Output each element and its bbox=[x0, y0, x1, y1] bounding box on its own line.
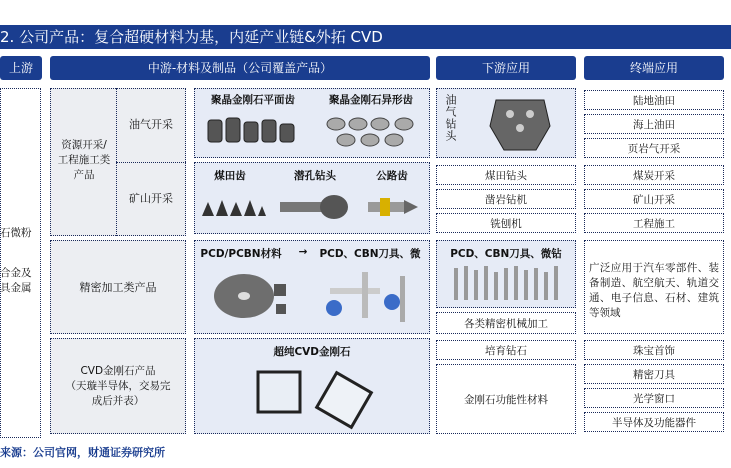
header-downstream: 下游应用 bbox=[436, 56, 576, 80]
downstream-tools-image bbox=[448, 262, 564, 304]
oil-label: 油气开采 bbox=[129, 117, 173, 131]
precision-machining-cell: 各类精密机械加工 bbox=[436, 312, 576, 334]
coal-teeth-caption: 煤田齿 bbox=[214, 170, 246, 182]
terminal-item: 精密刀具 bbox=[584, 364, 724, 384]
header-terminal: 终端应用 bbox=[584, 56, 724, 80]
milling-cell: 铣刨机 bbox=[436, 213, 576, 233]
mine-label: 矿山开采 bbox=[129, 191, 173, 205]
terminal-item: 陆地油田 bbox=[584, 90, 724, 110]
terminal-item: 煤炭开采 bbox=[584, 165, 724, 185]
pcd-material-image bbox=[204, 264, 294, 328]
cvd-diamond-caption: 超纯CVD金刚石 bbox=[273, 346, 351, 358]
cvd-label: CVD金刚石产品 （天璇半导体，交易完 成后并表） bbox=[65, 364, 171, 407]
terminal-item: 半导体及功能器件 bbox=[584, 412, 724, 432]
terminal-precision-text: 广泛应用于汽车零部件、装备制造、航空航天、轨道交通、电子信息、石材、建筑等领域 bbox=[584, 240, 724, 334]
resource-label: 资源开采/ 工程施工类 产品 bbox=[57, 138, 111, 181]
grown-drill-cell: 培育钻石 bbox=[436, 340, 576, 360]
source-note: 来源：公司官网，财通证券研究所 bbox=[0, 446, 165, 459]
road-teeth-image bbox=[362, 186, 426, 226]
oil-bit-label: 油气钻头 bbox=[444, 94, 457, 142]
arrow-icon: → bbox=[298, 246, 308, 258]
pdc-flat-caption: 聚晶金刚石平面齿 bbox=[211, 94, 295, 106]
pcd-tools-caption: PCD、CBN刀具、微 bbox=[319, 248, 421, 260]
oil-bit-image bbox=[472, 92, 568, 154]
page-title: 2. 公司产品：复合超硬材料为基，内延产业链&外拓 CVD bbox=[0, 25, 731, 49]
terminal-item: 海上油田 bbox=[584, 114, 724, 134]
rock-drill-cell: 凿岩钻机 bbox=[436, 189, 576, 209]
coal-teeth-image bbox=[198, 186, 268, 226]
pcd-tools-image bbox=[316, 262, 422, 328]
header-midstream: 中游-材料及制品（公司覆盖产品） bbox=[50, 56, 430, 80]
header-upstream: 上游 bbox=[0, 56, 42, 80]
terminal-item: 珠宝首饰 bbox=[584, 340, 724, 360]
divider bbox=[116, 162, 186, 163]
downstream-pcd-caption: PCD、CBN刀具、微钻 bbox=[450, 248, 562, 260]
dth-bit-caption: 潜孔钻头 bbox=[294, 170, 336, 182]
cvd-diamond-image bbox=[244, 358, 384, 430]
precision-label: 精密加工类产品 bbox=[79, 280, 157, 294]
functional-material-cell: 金刚石功能性材料 bbox=[436, 364, 576, 434]
road-teeth-caption: 公路齿 bbox=[376, 170, 408, 182]
coal-bit-cell: 煤田钻头 bbox=[436, 165, 576, 185]
pcd-material-caption: PCD/PCBN材料 bbox=[200, 248, 282, 260]
terminal-item: 矿山开采 bbox=[584, 189, 724, 209]
terminal-item: 页岩气开采 bbox=[584, 138, 724, 158]
upstream-label-alloy: 合金及 bbox=[0, 267, 32, 279]
terminal-item: 工程施工 bbox=[584, 213, 724, 233]
upstream-label-powder: 石微粉 bbox=[0, 227, 32, 239]
pdc-shaped-caption: 聚晶金刚石异形齿 bbox=[329, 94, 413, 106]
upstream-box bbox=[0, 88, 41, 438]
pdc-flat-image bbox=[204, 110, 300, 150]
dth-bit-image bbox=[276, 186, 352, 226]
terminal-item: 光学窗口 bbox=[584, 388, 724, 408]
pdc-shaped-image bbox=[324, 110, 420, 150]
upstream-label-metal: 具金属 bbox=[0, 282, 32, 294]
